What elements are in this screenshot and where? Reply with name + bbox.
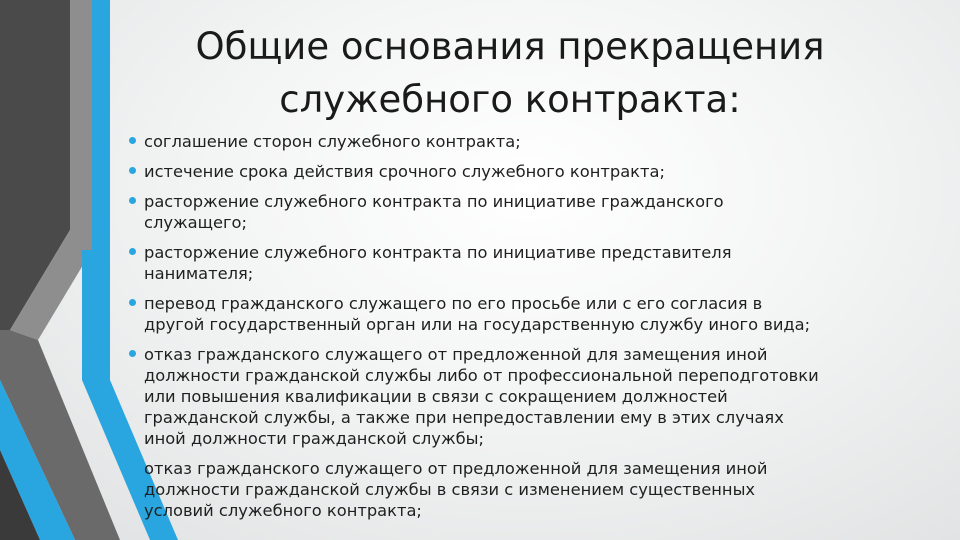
bullet-text-line: отказ гражданского служащего от предложенной для замещения иной — [144, 459, 768, 478]
bullet-dot-icon — [129, 137, 136, 144]
bullet-text-line: условий служебного контракта; — [144, 501, 422, 520]
bullet-text-line: гражданской службы, а также при непредоставлении ему в этих случаях — [144, 408, 784, 427]
bullet-item — [128, 191, 908, 233]
slide-title — [120, 20, 900, 126]
bullet-dot-icon — [129, 197, 136, 204]
bullet-text-line: расторжение служебного контракта по инициативе гражданского — [144, 192, 724, 211]
bullet-text-line: другой государственный орган или на государственную службу иного вида; — [144, 315, 811, 334]
bullet-item — [128, 458, 908, 521]
bullet-item — [128, 293, 908, 335]
bullet-dot-icon — [129, 299, 136, 306]
bullet-text-line: отказ гражданского служащего от предложенной для замещения иной — [144, 345, 768, 364]
bullet-text-line: должности гражданской службы либо от профессиональной переподготовки — [144, 366, 819, 385]
bullet-text-line: иной должности гражданской службы; — [144, 429, 484, 448]
bullet-text-line: расторжение служебного контракта по инициативе представителя — [144, 243, 732, 262]
bullet-item — [128, 131, 908, 152]
bullet-list — [128, 131, 908, 530]
bullet-dot-icon — [129, 248, 136, 255]
bullet-text-line: истечение срока действия срочного служебного контракта; — [144, 162, 665, 181]
title-line: служебного контракта: — [279, 78, 741, 121]
bullet-item — [128, 344, 908, 449]
bullet-dot-icon — [129, 464, 136, 471]
bullet-text-line: или повышения квалификации в связи с сокращением должностей — [144, 387, 728, 406]
bullet-text-line: служащего; — [144, 213, 247, 232]
bullet-item — [128, 242, 908, 284]
bullet-text-line: должности гражданской службы в связи с изменением существенных — [144, 480, 756, 499]
bullet-item — [128, 161, 908, 182]
bullet-text-line: перевод гражданского служащего по его просьбе или с его согласия в — [144, 294, 763, 313]
bullet-text-line: нанимателя; — [144, 264, 254, 283]
title-line: Общие основания прекращения — [195, 25, 825, 68]
bullet-dot-icon — [129, 350, 136, 357]
bullet-text-line: соглашение сторон служебного контракта; — [144, 132, 521, 151]
bullet-dot-icon — [129, 167, 136, 174]
